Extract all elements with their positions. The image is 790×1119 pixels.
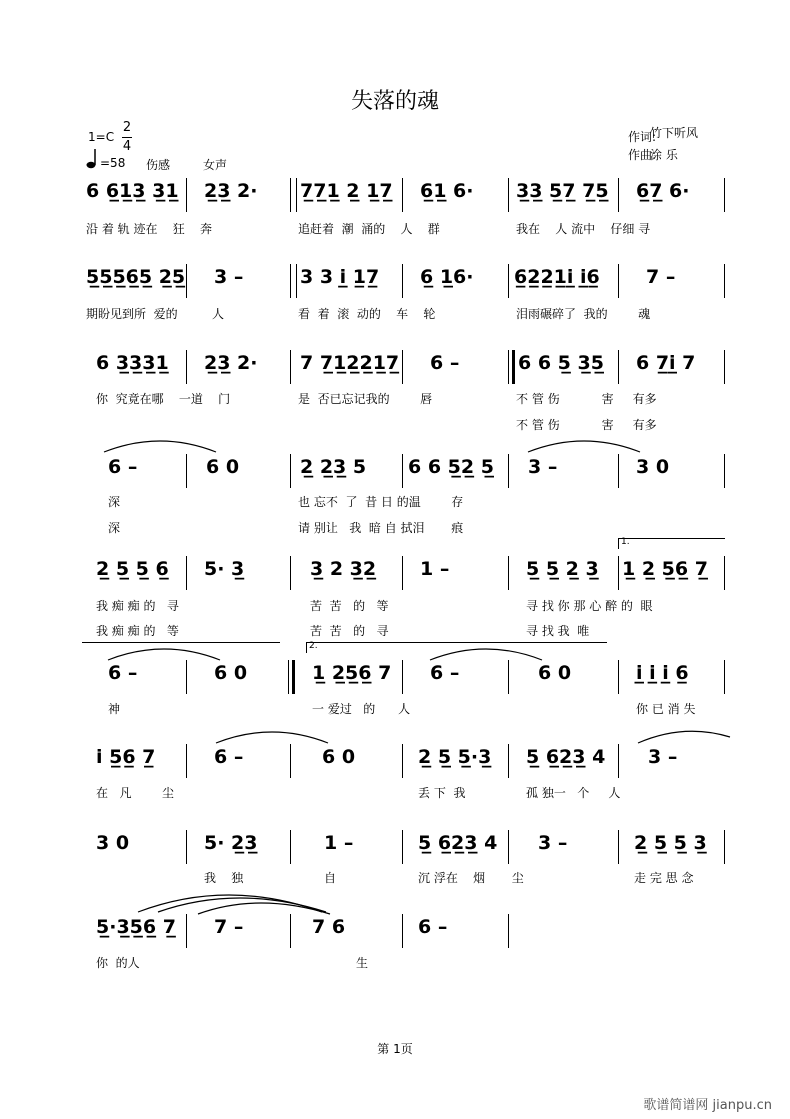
tie-arc <box>104 644 224 662</box>
barline <box>296 178 297 212</box>
lyric-segment: 你 的人 <box>96 956 140 970</box>
measure: 3 – <box>528 456 558 478</box>
barline <box>508 744 509 778</box>
lyric-segment: 是 否已忘记我的 唇 <box>298 392 433 406</box>
measure: 3̲ 2 3̲2̲ <box>310 558 377 580</box>
measure: 7 – <box>646 266 676 288</box>
lyric-segment: 沿 着 轨 迹在 狂 奔 <box>86 222 212 236</box>
barline <box>724 556 725 590</box>
barline <box>508 556 509 590</box>
lyric-segment: 你 已 消 失 <box>636 702 696 716</box>
lyric-segment: 我在 人 流中 仔细 寻 <box>516 222 651 236</box>
measure: 6̲ 1̲6· <box>420 266 474 288</box>
barline <box>508 830 509 864</box>
measure: 1̲ 2̲5̲6̲ 7 <box>312 662 392 684</box>
barline <box>618 660 619 694</box>
measure: 6 0 <box>538 662 572 684</box>
lyric-segment: 期盼见到所 爱的 人 <box>86 307 224 321</box>
lyric-segment: 看 着 滚 动的 车 轮 <box>298 307 436 321</box>
song-title: 失落的魂 <box>350 89 439 114</box>
barline <box>402 556 403 590</box>
lyric-segment: 你 究竟在哪 一道 门 <box>96 392 231 406</box>
measure: 6 6 5̲ 3̲5̲ <box>518 352 604 374</box>
measure: 3 3 i̲ 1̲7̲ <box>300 266 380 288</box>
measure: 2̲ 2̲3̲ 5 <box>300 456 367 478</box>
lyric-segment: 苦 苦 的 等 <box>310 599 389 613</box>
tie-arc <box>212 727 332 745</box>
tie-arc <box>634 727 734 745</box>
measure: 6̲2̲2̲1̲i̲ i̲6̲ <box>514 266 600 288</box>
watermark: 歌谱简谱网 jianpu.cn <box>643 1098 772 1113</box>
measure: 6 0 <box>322 746 356 768</box>
barline <box>402 914 403 948</box>
barline <box>618 350 619 384</box>
measure: 6 6 5̲2̲ 5̲ <box>408 456 494 478</box>
barline <box>618 744 619 778</box>
barline <box>724 830 725 864</box>
lyric-segment: 生 <box>356 956 369 970</box>
measure: 6 – <box>430 662 460 684</box>
measure: 3 – <box>214 266 244 288</box>
barline <box>288 660 289 694</box>
composer-label: 作曲: <box>628 148 657 162</box>
barline <box>290 178 291 212</box>
measure: 2̲ 5̲ 5̲·3̲ <box>418 746 492 768</box>
lyric-segment: 丢 下 我 <box>418 786 466 800</box>
barline <box>618 264 619 298</box>
barline <box>186 660 187 694</box>
lyric-segment: 也 忘不 了 昔 日 的温 存 <box>298 495 464 509</box>
barline <box>618 178 619 212</box>
measure: 5̲5̲5̲6̲5̲ 2̲5̲ <box>86 266 186 288</box>
barline <box>402 178 403 212</box>
style-label: 伤感 <box>146 158 171 172</box>
barline <box>186 178 187 212</box>
measure: 5· 2̲3̲ <box>204 832 258 854</box>
lyric-segment: 我 痴 痴 的 等 <box>96 624 179 638</box>
page-number: 第 1页 <box>377 1042 413 1056</box>
barline <box>724 454 725 488</box>
barline <box>508 178 509 212</box>
lyric-segment: 自 <box>324 871 337 885</box>
barline <box>290 454 291 488</box>
tie-arc <box>524 436 644 454</box>
barline <box>508 264 509 298</box>
barline <box>402 264 403 298</box>
time-signature-bottom: 4 <box>122 139 132 154</box>
barline <box>508 660 509 694</box>
measure: 5· 3̲ <box>204 558 245 580</box>
barline <box>290 830 291 864</box>
barline <box>724 264 725 298</box>
tie-arc <box>426 644 546 662</box>
measure: 6 0 <box>214 662 248 684</box>
volta-1-label: 1. <box>621 537 630 547</box>
barline <box>186 744 187 778</box>
barline <box>724 350 725 384</box>
barline <box>508 454 509 488</box>
lyric-segment: 我 独 <box>204 871 244 885</box>
barline <box>402 454 403 488</box>
tempo: =58 <box>100 156 126 170</box>
time-signature-top: 2 <box>122 120 132 135</box>
measure: i 5̲6̲ 7̲ <box>96 746 156 768</box>
measure: 3 – <box>648 746 678 768</box>
lyric-segment: 寻 找 你 那 心 醉 的 眼 <box>526 599 653 613</box>
lyric-segment: 不 管 伤 害 有多 <box>516 392 657 406</box>
measure: 7 6 <box>312 916 346 938</box>
lyric-segment: 神 <box>108 702 121 716</box>
measure: 3 0 <box>96 832 130 854</box>
barline <box>508 350 509 384</box>
barline <box>186 556 187 590</box>
voice-label: 女声 <box>203 158 228 172</box>
volta-2-label: 2. <box>309 641 318 651</box>
barline <box>290 914 291 948</box>
measure: 6 – <box>418 916 448 938</box>
lyricist-name: 竹下听风 <box>650 126 699 140</box>
lyric-segment: 泪雨碾碎了 我的 魂 <box>516 307 651 321</box>
lyric-segment: 寻 找 我 唯 <box>526 624 590 638</box>
lyric-segment: 在 凡 尘 <box>96 786 174 800</box>
measure: 2̲3̲ 2· <box>204 352 258 374</box>
barline <box>508 914 509 948</box>
measure: 3 0 <box>636 456 670 478</box>
measure: 6 3̲3̲3̲1̲ <box>96 352 169 374</box>
barline <box>618 454 619 488</box>
measure: 6̲1̲ 6· <box>420 180 474 202</box>
barline <box>618 556 619 590</box>
measure: 3̲3̲ 5̲7̲ 7̲5̲ <box>516 180 609 202</box>
quarter-note-icon <box>86 148 100 170</box>
measure: 7 7̲1̲2̲2̲1̲7̲ <box>300 352 400 374</box>
barline <box>402 350 403 384</box>
measure: 2̲ 5̲ 5̲ 3̲ <box>634 832 707 854</box>
composer-name: 涂 乐 <box>650 148 678 162</box>
measure: i̲ i̲ i̲ 6̲ <box>636 662 689 684</box>
barline <box>402 744 403 778</box>
measure: 1̲ 2̲ 5̲6̲ 7̲ <box>622 558 708 580</box>
measure: 7 – <box>214 916 244 938</box>
measure: 3 – <box>538 832 568 854</box>
measure: 5̲ 6̲2̲3̲ 4 <box>526 746 606 768</box>
barline <box>618 830 619 864</box>
measure: 5̲·3̲5̲6̲ 7̲ <box>96 916 176 938</box>
barline <box>724 178 725 212</box>
lyric-segment: 深 <box>108 495 121 509</box>
lyric-segment: 追赶着 潮 涌的 人 群 <box>298 222 440 236</box>
barline <box>402 830 403 864</box>
measure: 5̲ 5̲ 2̲ 3̲ <box>526 558 599 580</box>
barline-thick <box>512 350 515 384</box>
measure: 6 – <box>108 456 138 478</box>
barline <box>186 350 187 384</box>
barline <box>290 350 291 384</box>
lyric-segment: 孤 独一 个 人 <box>526 786 621 800</box>
measure: 6̲7̲ 6· <box>636 180 690 202</box>
measure: 6 – <box>108 662 138 684</box>
barline <box>186 914 187 948</box>
barline <box>724 660 725 694</box>
barline <box>290 556 291 590</box>
measure: 5̲ 6̲2̲3̲ 4 <box>418 832 498 854</box>
barline <box>290 744 291 778</box>
measure: 6 6̲1̲3̲ 3̲1̲ <box>86 180 179 202</box>
measure: 1 – <box>420 558 450 580</box>
measure: 6 – <box>214 746 244 768</box>
measure: 6 7̲i̲ 7 <box>636 352 696 374</box>
lyric-segment: 苦 苦 的 寻 <box>310 624 389 638</box>
slur-arcs <box>98 886 358 916</box>
lyric-segment: 深 <box>108 521 121 535</box>
measure: 6 0 <box>206 456 240 478</box>
barline <box>186 454 187 488</box>
lyric-segment: 不 管 伤 害 有多 <box>516 418 657 432</box>
barline <box>296 264 297 298</box>
lyric-segment: 请 别让 我 暗 自 拭泪 痕 <box>298 521 464 535</box>
volta-bracket <box>618 538 725 549</box>
barline <box>402 660 403 694</box>
lyric-segment: 走 完 思 念 <box>634 871 694 885</box>
key-signature: 1=C <box>88 130 115 144</box>
measure: 7̲7̲1̲ 2̲ 1̲7̲ <box>300 180 393 202</box>
repeat-barline <box>292 660 295 694</box>
barline <box>290 264 291 298</box>
lyric-segment: 我 痴 痴 的 寻 <box>96 599 179 613</box>
lyric-segment: 一 爱过 的 人 <box>312 702 411 716</box>
lyric-segment: 沉 浮在 烟 尘 <box>418 871 524 885</box>
barline <box>186 830 187 864</box>
measure: 1 – <box>324 832 354 854</box>
measure: 6 – <box>430 352 460 374</box>
measure: 2̲3̲ 2· <box>204 180 258 202</box>
lyricist-label: 作词: <box>628 130 657 144</box>
barline <box>186 264 187 298</box>
tie-arc <box>100 436 220 454</box>
time-signature-line <box>122 137 132 138</box>
measure: 2̲ 5̲ 5̲ 6̲ <box>96 558 169 580</box>
